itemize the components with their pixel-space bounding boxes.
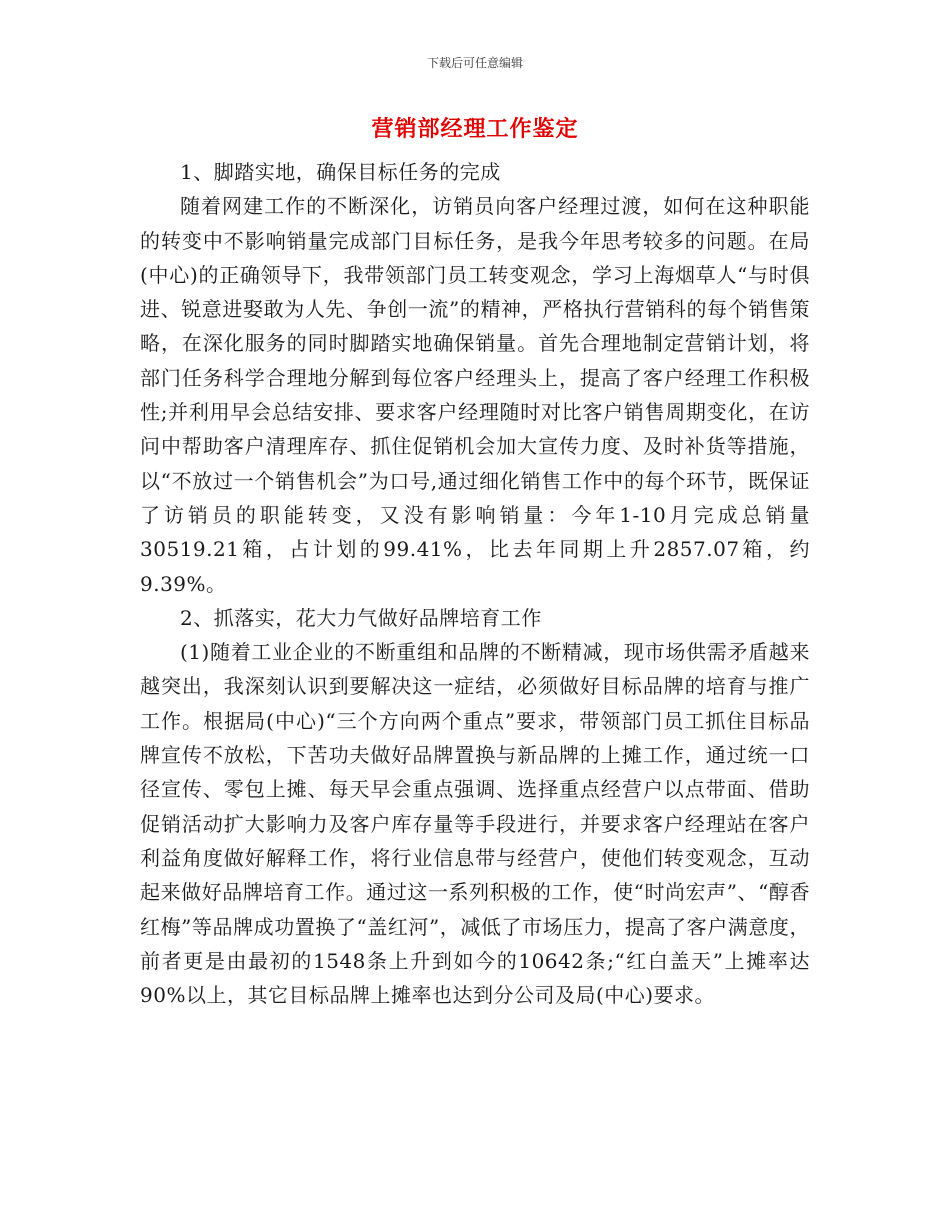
document-title: 营销部经理工作鉴定 [371,116,579,142]
header-note: 下载后可任意编辑 [426,56,523,70]
paragraph: (1)随着工业企业的不断重组和品牌的不断精减，现市场供需矛盾越来越突出，我深刻认识到要解决这一症结，必须做好目标品牌的培育与推广工作。根据局(中心)“三个方向两个重点”要求，带领部门员工抓住目标品牌宣传不放松，下苦功夫做好品牌置换与新品牌的上摊工作，通过统一口径宣传、零包上摊、每天早会重点强调、选择重点经营户以点带面、借助促销活动扩大影响力及客户库存量等手段进行，并要求客户经理站在客户利益角度做好解释工作，将行业信息带与经营户，使他们转变观念，互动起来做好品牌培育工作。通过这一系列积极的工作，使“时尚宏声”、“醇香红梅”等品牌成功置换了“盖红河”，减低了市场压力，提高了客户满意度，前者更是由最初的1548条上升到如今的10642条;“红白盖天”上摊率达90%以上，其它目标品牌上摊率也达到分公司及局(中心)要求。 [140,640,810,1008]
paragraph: 随着网建工作的不断深化，访销员向客户经理过渡，如何在这种职能的转变中不影响销量完成部门目标任务，是我今年思考较多的问题。在局(中心)的正确领导下，我带领部门员工转变观念，学习上海烟草人“与时俱进、锐意进娶敢为人先、争创一流”的精神，严格执行营销科的每个销售策略，在深化服务的同时脚踏实地确保销量。首先合理地制定营销计划，将部门任务科学合理地分解到每位客户经理头上，提高了客户经理工作积极性;并利用早会总结安排、要求客户经理随时对比客户销售周期变化，在访问中帮助客户清理库存、抓住促销机会加大宣传力度、及时补货等措施，以“不放过一个销售机会”为口号,通过细化销售工作中的每个环节，既保证了访销员的职能转变，又没有影响销量：今年1-10月完成总销量30519.21箱，占计划的99.41%，比去年同期上升2857.07箱，约9.39%。 [140,194,810,596]
document-body [140,155,810,1012]
section-heading-1: 1、脚踏实地，确保目标任务的完成 [180,160,501,184]
section-heading-2: 2、抓落实，花大力气做好品牌培育工作 [180,605,542,630]
